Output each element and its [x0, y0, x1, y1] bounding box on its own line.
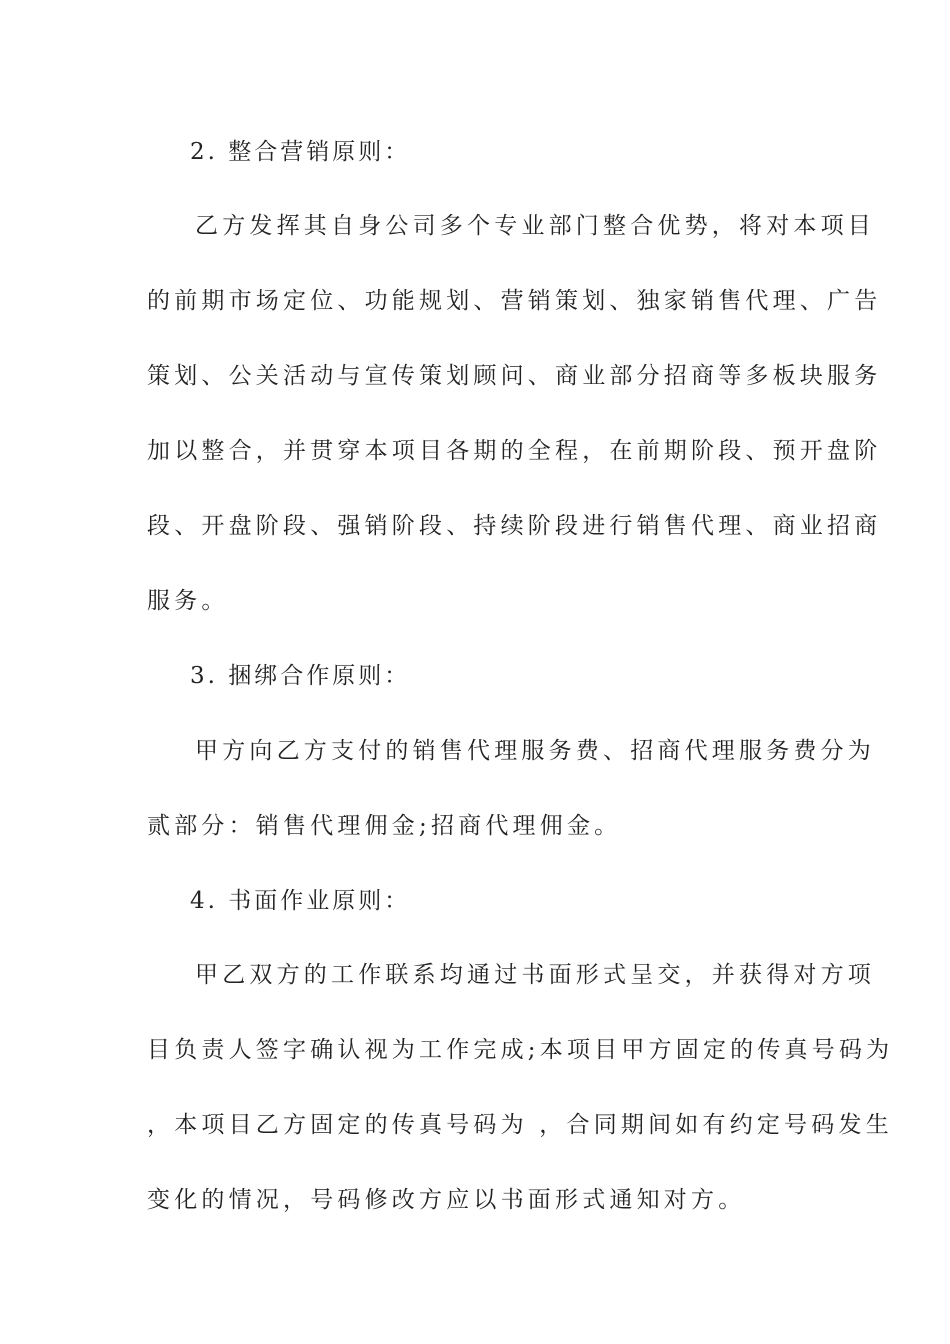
paragraph-line: 服务。 — [147, 588, 229, 614]
paragraph-line: 甲乙双方的工作联系均通过书面形式呈交，并获得对方项 — [195, 962, 875, 988]
paragraph-line: 段、开盘阶段、强销阶段、持续阶段进行销售代理、商业招商 — [147, 513, 882, 539]
paragraph-line: 目负责人签字确认视为工作完成;本项目甲方固定的传真号码为 — [147, 1037, 894, 1063]
paragraph-line: 乙方发挥其自身公司多个专业部门整合优势，将对本项目 — [195, 213, 875, 239]
paragraph-line: 贰部分：销售代理佣金;招商代理佣金。 — [147, 813, 622, 839]
paragraph-line: 加以整合，并贯穿本项目各期的全程，在前期阶段、预开盘阶 — [147, 438, 882, 464]
section-heading: 3. 捆绑合作原则： — [190, 663, 411, 689]
paragraph-line: 策划、公关活动与宣传策划顾问、商业部分招商等多板块服务 — [147, 363, 882, 389]
paragraph-line: 甲方向乙方支付的销售代理服务费、招商代理服务费分为 — [195, 738, 875, 764]
section-heading: 4. 书面作业原则： — [190, 888, 411, 914]
section-heading: 2. 整合营销原则： — [190, 139, 411, 165]
paragraph-line: 的前期市场定位、功能规划、营销策划、独家销售代理、广告 — [147, 288, 882, 314]
paragraph-line: 变化的情况，号码修改方应以书面形式通知对方。 — [147, 1187, 746, 1213]
paragraph-line: ，本项目乙方固定的传真号码为 ，合同期间如有约定号码发生 — [147, 1112, 893, 1138]
